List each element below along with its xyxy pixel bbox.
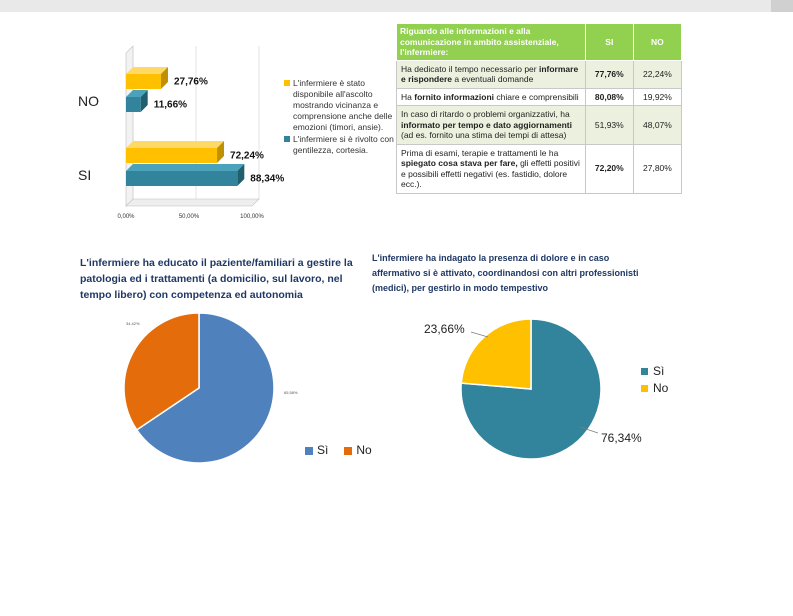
table-cell-no: 48,07% (633, 106, 681, 145)
legend-swatch-blue (305, 447, 313, 455)
table-header-si: SI (585, 24, 633, 61)
legend-label: Sì (653, 364, 665, 378)
legend-label: L'infermiere è stato disponibile all'ascolto mostrando vicinanza e comprensione anche delle emozioni (timori, ansie). (293, 78, 393, 132)
pie-value-label: 34,42% (126, 321, 140, 326)
question-text: gli effetti positivi e possibili effetti negativi (es. fastidio, dolore ecc.). (401, 158, 580, 189)
legend-swatch-teal (641, 368, 648, 375)
question-text: Ha (401, 91, 415, 102)
bar-chart-legend (284, 78, 394, 157)
bar-si-series1 (126, 141, 224, 163)
legend-item-ascolto (284, 78, 394, 133)
table-header-question: Riguardo alle informazioni e alla comunicazione in ambito assistenziale, l'infermiere: (397, 24, 586, 61)
question-emphasis: informare e rispondere (401, 63, 579, 84)
y-category-label: NO (78, 93, 99, 109)
table-cell-no: 27,80% (633, 144, 681, 193)
table-body (397, 60, 682, 193)
pie1-chart (76, 305, 306, 470)
question-emphasis: spiegato cosa stava per fare, (401, 158, 518, 168)
bar-value-label: 88,34% (250, 173, 285, 185)
bar-value-label: 11,66% (153, 99, 188, 111)
question-text: (ad es. fornito una stima dei tempi di attesa) (401, 130, 567, 140)
legend-item-gentilezza (284, 134, 394, 156)
pie-slice-no (461, 319, 531, 389)
pie2-legend-si (641, 364, 668, 378)
table-header-no: NO (633, 24, 681, 61)
table-cell-no: 19,92% (633, 88, 681, 106)
table-cell-no: 22,24% (633, 60, 681, 88)
table-cell-question (397, 60, 586, 88)
x-tick-label: 50,00% (178, 214, 200, 220)
question-text: chiare e comprensibili (494, 91, 579, 102)
table-cell-question (397, 88, 586, 106)
bar-value-label: 72,24% (230, 150, 264, 162)
table-cell-si: 72,20% (585, 144, 633, 193)
pie-value-label: 65,58% (284, 390, 298, 395)
bar-chart (78, 40, 285, 230)
pie1-title: L'infermiere ha educato il paziente/familiari a gestire la patologia ed i trattamenti (a domicilio, sul lavoro, nel tempo libero) con competenza ed autonomia (80, 257, 353, 301)
table-row (397, 88, 682, 106)
pie1-legend-si (305, 443, 328, 457)
question-text: In caso di ritardo o problemi organizzativi, ha (401, 109, 570, 119)
pie1-legend-no (344, 443, 371, 457)
question-text: Ha dedicato il tempo necessario per (401, 63, 539, 74)
pie-value-label: 23,66% (424, 322, 465, 336)
pie1-legend (305, 443, 372, 457)
pie2-legend (641, 364, 668, 398)
table-row (397, 106, 682, 145)
pie2-chart (420, 305, 650, 475)
legend-swatch-teal (284, 136, 290, 142)
table-cell-si: 51,93% (585, 106, 633, 145)
legend-label: L'infermiere si è rivolto con gentilezza, cortesia. (293, 134, 394, 155)
legend-swatch-yellow (641, 385, 648, 392)
bar-value-label: 27,76% (173, 76, 208, 88)
pie2-legend-no (641, 381, 668, 395)
x-tick-label: 0,00% (117, 214, 135, 220)
table-cell-si: 77,76% (585, 60, 633, 88)
scroll-stub (771, 0, 793, 12)
question-emphasis: fornito informazioni (414, 91, 495, 102)
legend-label: Sì (317, 443, 329, 457)
question-text: Prima di esami, terapie e trattamenti le ha (401, 147, 559, 158)
chart-floor (126, 199, 259, 206)
bar-si-series2 (126, 164, 244, 186)
legend-swatch-orange (344, 447, 352, 455)
question-emphasis: informato per tempo e dato aggiornamenti (401, 119, 572, 130)
x-tick-label: 100,00% (240, 214, 264, 220)
pie-value-label: 76,34% (601, 431, 642, 445)
bar-no-series1 (126, 67, 168, 89)
table-row (397, 60, 682, 88)
table-cell-question (397, 106, 586, 145)
table-cell-question (397, 144, 586, 193)
legend-label: No (653, 381, 669, 395)
legend-swatch-yellow (284, 80, 290, 86)
legend-label: No (356, 443, 372, 457)
top-bar (0, 0, 793, 12)
info-table (396, 23, 682, 194)
table-cell-si: 80,08% (585, 88, 633, 106)
table-row (397, 144, 682, 193)
pie-leader-line (471, 332, 488, 337)
y-category-label: SI (78, 167, 92, 183)
pie2-title: L'infermiere ha indagato la presenza di dolore e in caso affermativo si è attivato, coordinandosi con altri professionisti (medici), per gestirlo in modo tempestivo (372, 253, 639, 293)
question-text: a eventuali domande (452, 74, 534, 84)
